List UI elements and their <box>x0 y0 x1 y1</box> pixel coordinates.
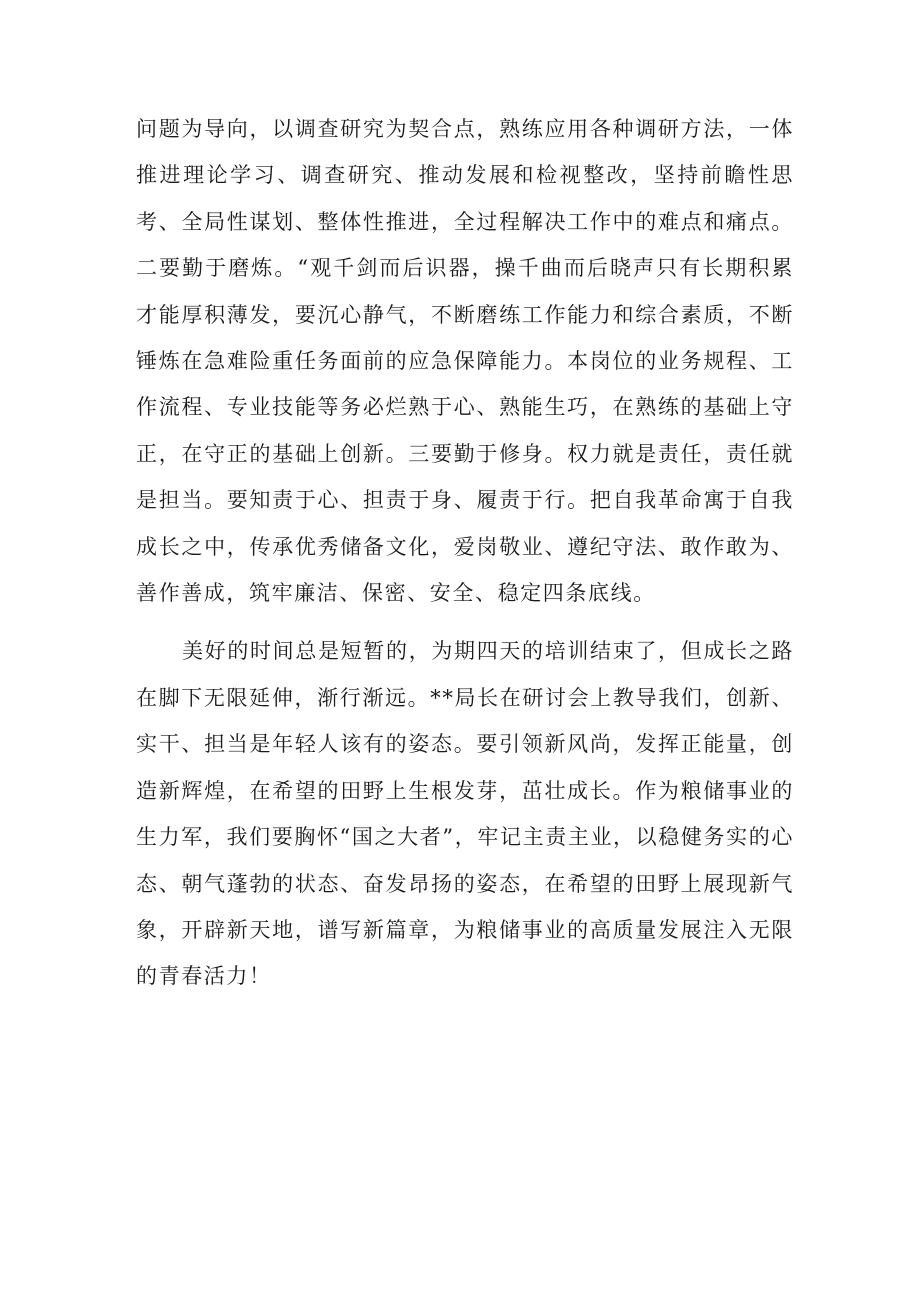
paragraph-closing: 美好的时间总是短暂的，为期四天的培训结束了，但成长之路在脚下无限延伸，渐行渐远。**局长在研讨会上教导我们，创新、实干、担当是年轻人该有的姿态。要引领新风尚，发挥正能量，创造新辉煌，在希望的田野上生根发芽，茁壮成长。作为粮储事业的生力军，我们要胸怀“国之大者”，牢记主责主业，以稳健务实的心态、朝气蓬勃的状态、奋发昂扬的姿态，在希望的田野上展现新气象，开辟新天地，谱写新篇章，为粮储事业的高质量发展注入无限的青春活力！ <box>136 639 794 989</box>
paragraph-continued: 问题为导向，以调查研究为契合点，熟练应用各种调研方法，一体推进理论学习、调查研究、推动发展和检视整改，坚持前瞻性思考、全局性谋划、整体性推进，全过程解决工作中的难点和痛点。二要勤于磨炼。“观千剑而后识器，操千曲而后晓声只有长期积累才能厚积薄发，要沉心静气，不断磨练工作能力和综合素质，不断锤炼在急难险重任务面前的应急保障能力。本岗位的业务规程、工作流程、专业技能等务必烂熟于心、熟能生巧，在熟练的基础上守正，在守正的基础上创新。三要勤于修身。权力就是责任，责任就是担当。要知责于心、担责于身、履责于行。把自我革命寓于自我成长之中，传承优秀储备文化，爱岗敬业、遵纪守法、敢作敢为、善作善成，筑牢廉洁、保密、安全、稳定四条底线。 <box>136 117 794 606</box>
document-body <box>136 106 794 1000</box>
